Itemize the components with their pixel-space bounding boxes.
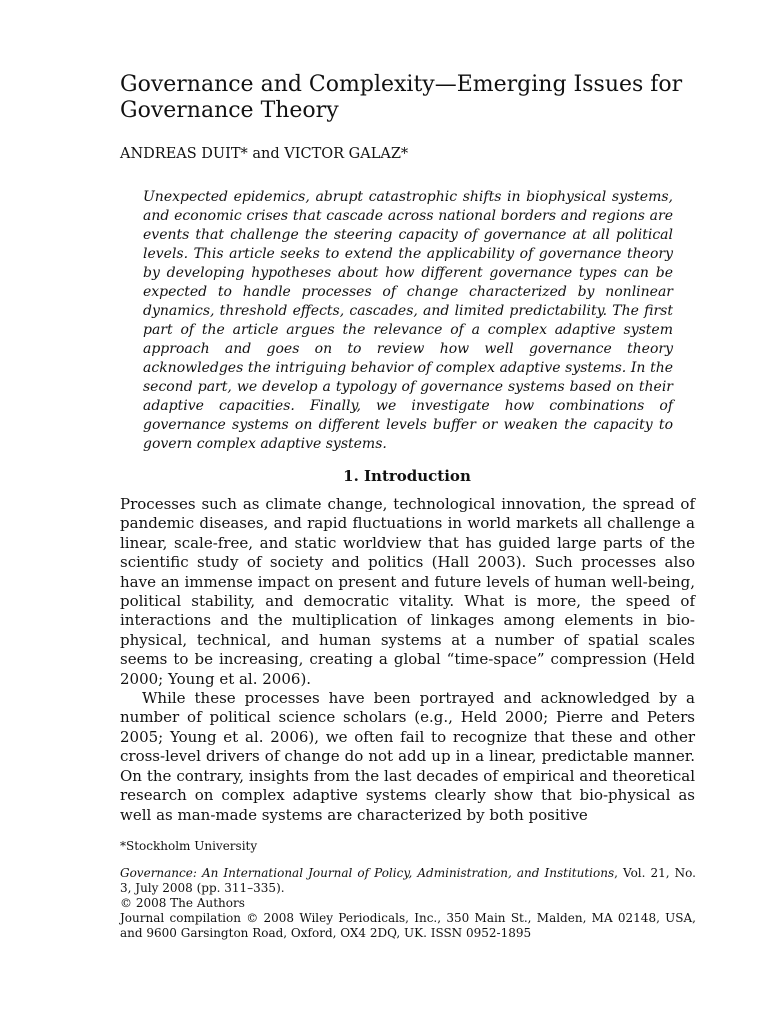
copyright-line: © 2008 The Authors <box>120 896 245 910</box>
compilation-line: Journal compilation © 2008 Wiley Periodicals, Inc., 350 Main St., Malden, MA 02148, USA, and 9600 Garsington Road, Oxford, OX4 2DQ, UK. ISSN 0952-1895 <box>120 911 696 940</box>
article-authors: ANDREAS DUIT* and VICTOR GALAZ* <box>120 146 409 162</box>
introduction-paragraph-2: While these processes have been portrayed and acknowledged by a number of political science scholars (e.g., Held 2000; Pierre and Peters 2005; Young et al. 2006), we often fail to recognize that these and other cross-level drivers of change do not add up in a linear, predictable manner. On the contrary, insights from the last decades of empirical and theoretical research on complex adaptive systems clearly show that bio-physical as well as man-made systems are characterized by both positive <box>120 689 695 824</box>
author-affiliation-footnote: *Stockholm University <box>120 839 258 853</box>
citation-line <box>120 866 696 896</box>
article-title: Governance and Complexity—Emerging Issues for Governance Theory <box>120 72 683 123</box>
introduction-body <box>120 495 695 825</box>
publication-info <box>120 866 696 941</box>
introduction-heading: 1. Introduction <box>343 467 471 485</box>
volume-info: , Vol. 21, No. 3, July 2008 (pp. 311–335). <box>120 866 696 895</box>
introduction-paragraph-1: Processes such as climate change, technological innovation, the spread of pandemic diseases, and rapid fluctuations in world markets all challenge a linear, scale-free, and static worldview that has guided large parts of the scientific study of society and politics (Hall 2003). Such processes also have an immense impact on present and future levels of human well-being, political stability, and democratic vitality. What is more, the speed of interactions and the multiplication of linkages among elements in bio-physical, technical, and human systems at a number of spatial scales seems to be increasing, creating a global “time-space” compression (Held 2000; Young et al. 2006). <box>120 495 695 688</box>
journal-name: Governance: An International Journal of Policy, Administration, and Institutions <box>120 866 615 880</box>
article-abstract: Unexpected epidemics, abrupt catastrophic shifts in biophysical systems, and economic crises that cascade across national borders and regions are events that challenge the steering capacity of governance at all political levels. This article seeks to extend the applicability of governance theory by developing hypotheses about how different governance types can be expected to handle processes of change characterized by nonlinear dynamics, threshold effects, cascades, and limited predictability. The first part of the article argues the relevance of a complex adaptive system approach and goes on to review how well governance theory acknowledges the intriguing behavior of complex adaptive systems. In the second part, we develop a typology of governance systems based on their adaptive capacities. Finally, we investigate how combinations of governance systems on different levels buffer or weaken the capacity to govern complex adaptive systems. <box>143 189 673 452</box>
